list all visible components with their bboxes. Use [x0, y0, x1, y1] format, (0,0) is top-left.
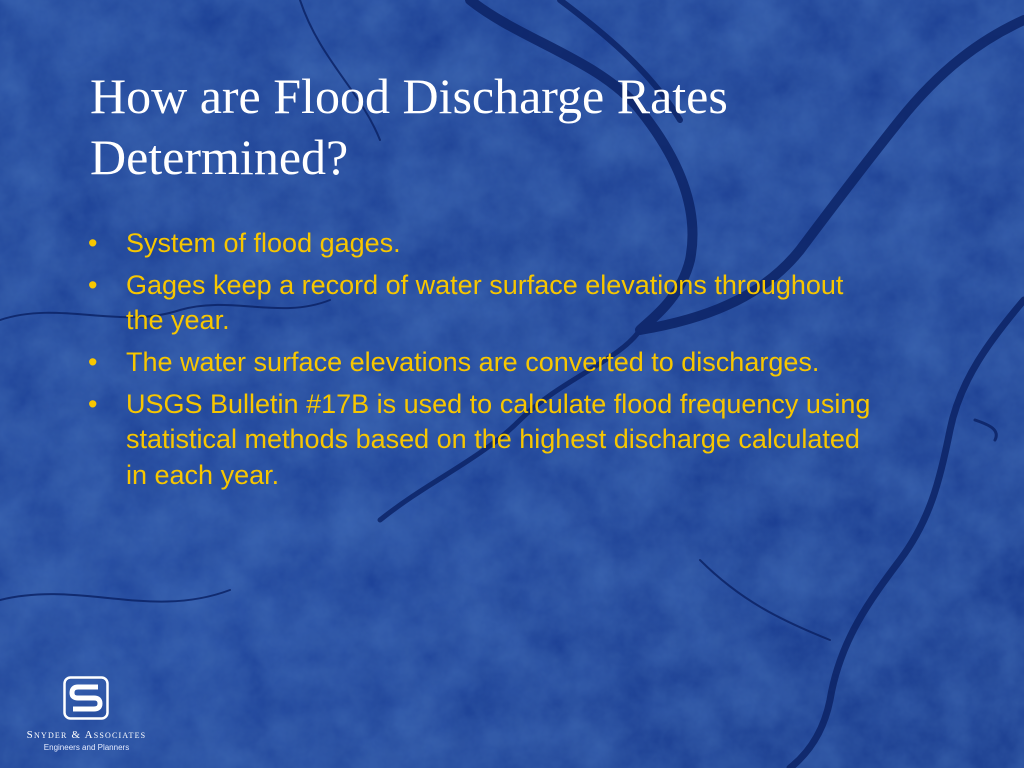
- bullet-marker: •: [88, 269, 98, 300]
- bullet-marker: •: [88, 228, 98, 258]
- bullet-marker: •: [88, 346, 98, 377]
- bullet-text: System of flood gages.: [126, 228, 401, 258]
- bullet-item: [88, 345, 878, 381]
- snyder-s-logo-icon: [63, 676, 109, 720]
- bullet-item: [88, 387, 878, 494]
- bullet-text: Gages keep a record of water surface elevations throughout the year.: [126, 269, 844, 336]
- bullet-item: [88, 268, 878, 339]
- bullet-marker: •: [88, 388, 98, 419]
- bullet-list: [88, 226, 878, 499]
- company-name: Snyder & Associates: [26, 729, 147, 741]
- slide-title: How are Flood Discharge Rates Determined?: [90, 68, 728, 185]
- company-logo: [14, 674, 159, 754]
- bullet-item: [88, 226, 878, 262]
- bullet-text: USGS Bulletin #17B is used to calculate flood frequency using statistical methods based on the highest discharge calculated in each year.: [126, 388, 871, 490]
- bullet-text: The water surface elevations are converted to discharges.: [126, 346, 820, 377]
- company-tagline: Engineers and Planners: [43, 743, 130, 752]
